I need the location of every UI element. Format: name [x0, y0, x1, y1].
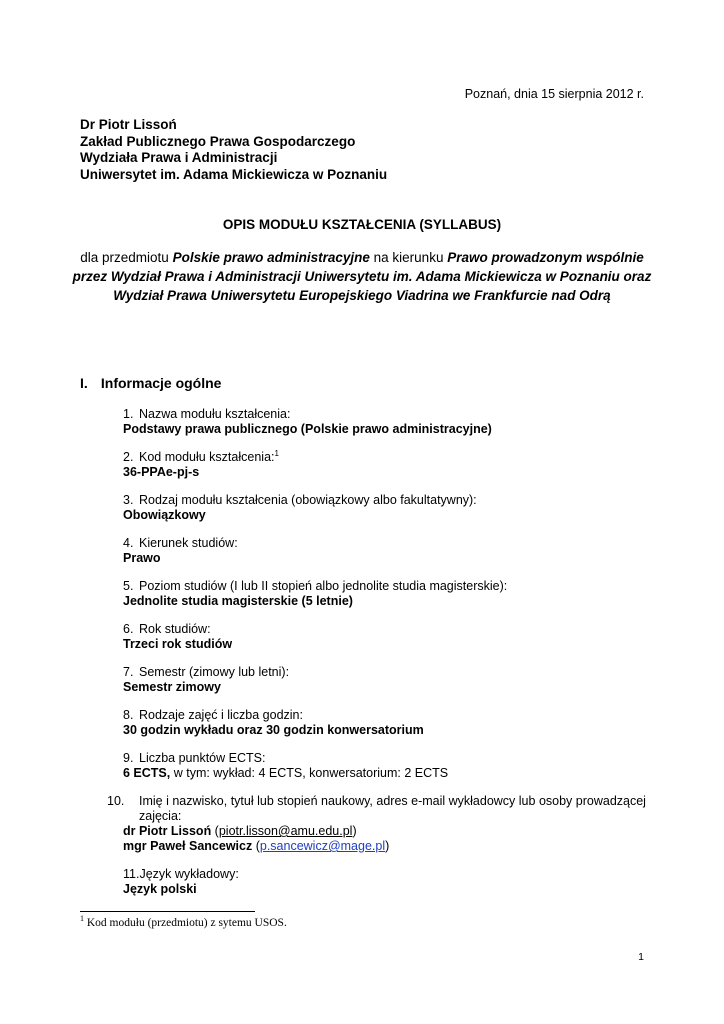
item-number: 9.	[123, 751, 134, 765]
list-item	[123, 867, 663, 897]
item-number: 5.	[123, 579, 134, 593]
lecturer-name: dr Piotr Lissoń	[123, 824, 212, 838]
item-label: Liczba punktów ECTS:	[139, 751, 266, 765]
course-name: Polskie prawo administracyjne	[172, 250, 370, 265]
list-item	[123, 622, 663, 652]
item-label: Kod modułu kształcenia:	[139, 450, 275, 464]
item-number: 2.	[123, 450, 134, 464]
footnote-ref[interactable]: 1	[274, 448, 279, 458]
item-number: 11.	[123, 867, 140, 881]
section-number: I.	[80, 375, 88, 391]
document-title: OPIS MODUŁU KSZTAŁCENIA (SYLLABUS)	[222, 217, 502, 232]
ects-breakdown: w tym: wykład: 4 ECTS, konwersatorium: 2 ECTS	[170, 766, 449, 780]
item-value: 30 godzin wykładu oraz 30 godzin konwersatorium	[123, 723, 424, 737]
subject-text-2: na kierunku	[369, 250, 448, 265]
item-value: Semestr zimowy	[123, 680, 221, 694]
list-item	[123, 751, 663, 781]
university-name: Uniwersytet im. Adama Mickiewicza w Poznaniu	[80, 166, 388, 182]
footnote-text: Kod modułu (przedmiotu) z sytemu USOS.	[84, 917, 287, 929]
list-item	[123, 665, 663, 695]
item-value: Trzeci rok studiów	[123, 637, 233, 651]
item-value: Język polski	[123, 882, 197, 896]
item-label: Język wykładowy:	[139, 867, 239, 881]
lecturer-email-link[interactable]: p.sancewicz@mage.pl	[259, 839, 386, 853]
item-number: 6.	[123, 622, 134, 636]
item-number: 8.	[123, 708, 134, 722]
document-date: Poznań, dnia 15 sierpnia 2012 r.	[464, 87, 644, 101]
list-item	[123, 536, 663, 566]
item-label: Poziom studiów (I lub II stopień albo jednolite studia magisterskie):	[139, 579, 508, 593]
item-value: 36-PPAe-pj-s	[123, 465, 200, 479]
department-name: Zakład Publicznego Prawa Gospodarczego	[80, 133, 356, 149]
item-value: Podstawy prawa publicznego (Polskie prawo administracyjne)	[123, 422, 492, 436]
lecturer-email-link[interactable]: piotr.lisson@amu.edu.pl	[218, 824, 353, 838]
footnote-separator	[80, 911, 255, 912]
list-item: 10. Imię i nazwisko, tytuł lub stopień naukowy, adres e-mail wykładowcy lub osoby prowadzącej zajęcia: dr Piotr Lissoń (piotr.lisson@amu.edu.pl) mgr Paweł Sancewicz (p.sancewicz@mage.pl)	[107, 794, 646, 853]
item-number: 1.	[123, 407, 134, 421]
section-title: Informacje ogólne	[100, 375, 222, 391]
list-item	[123, 708, 663, 738]
item-number: 10.	[107, 794, 125, 808]
list-item	[123, 493, 663, 523]
program-name: Prawo prowadzonym wspólnie przez Wydział Prawa i Administracji Uniwersytetu im. Adama Mickiewicza w Poznaniu oraz Wydział Prawa Uniwersytetu Europejskiego Viadrina we Frankfurcie nad Odrą	[72, 250, 652, 303]
author-name: Dr Piotr Lissoń	[80, 117, 177, 132]
faculty-name: Wydziała Prawa i Administracji	[80, 150, 278, 165]
item-label: Semestr (zimowy lub letni):	[139, 665, 290, 679]
item-value: Jednolite studia magisterskie (5 letnie)	[123, 594, 353, 608]
section-heading	[80, 375, 221, 391]
item-value: Obowiązkowy	[123, 508, 206, 522]
author-header	[80, 117, 387, 183]
ects-total: 6 ECTS,	[123, 766, 171, 780]
item-number: 3.	[123, 493, 134, 507]
list-item	[123, 450, 663, 480]
footnote	[80, 914, 287, 929]
info-list	[107, 407, 663, 910]
item-label: Kierunek studiów:	[139, 536, 238, 550]
item-label: Rok studiów:	[139, 622, 211, 636]
item-label: Imię i nazwisko, tytuł lub stopień naukowy, adres e-mail wykładowcy lub osoby prowadzącej zajęcia:	[139, 794, 646, 823]
item-label: Nazwa modułu kształcenia:	[139, 407, 291, 421]
item-label: Rodzaj modułu kształcenia (obowiązkowy albo fakultatywny):	[139, 493, 477, 507]
item-number: 4.	[123, 536, 134, 550]
footnote-number: 1	[80, 914, 84, 924]
item-number: 7.	[123, 665, 134, 679]
lecturer-name: mgr Paweł Sancewicz	[123, 839, 253, 853]
page-number: 1	[638, 951, 644, 963]
subject-text-1: dla przedmiotu	[80, 250, 173, 265]
list-item	[123, 579, 663, 609]
list-item	[123, 407, 663, 437]
item-value: Prawo	[123, 551, 161, 565]
subject-paragraph	[70, 248, 654, 305]
item-label: Rodzaje zajęć i liczba godzin:	[139, 708, 303, 722]
